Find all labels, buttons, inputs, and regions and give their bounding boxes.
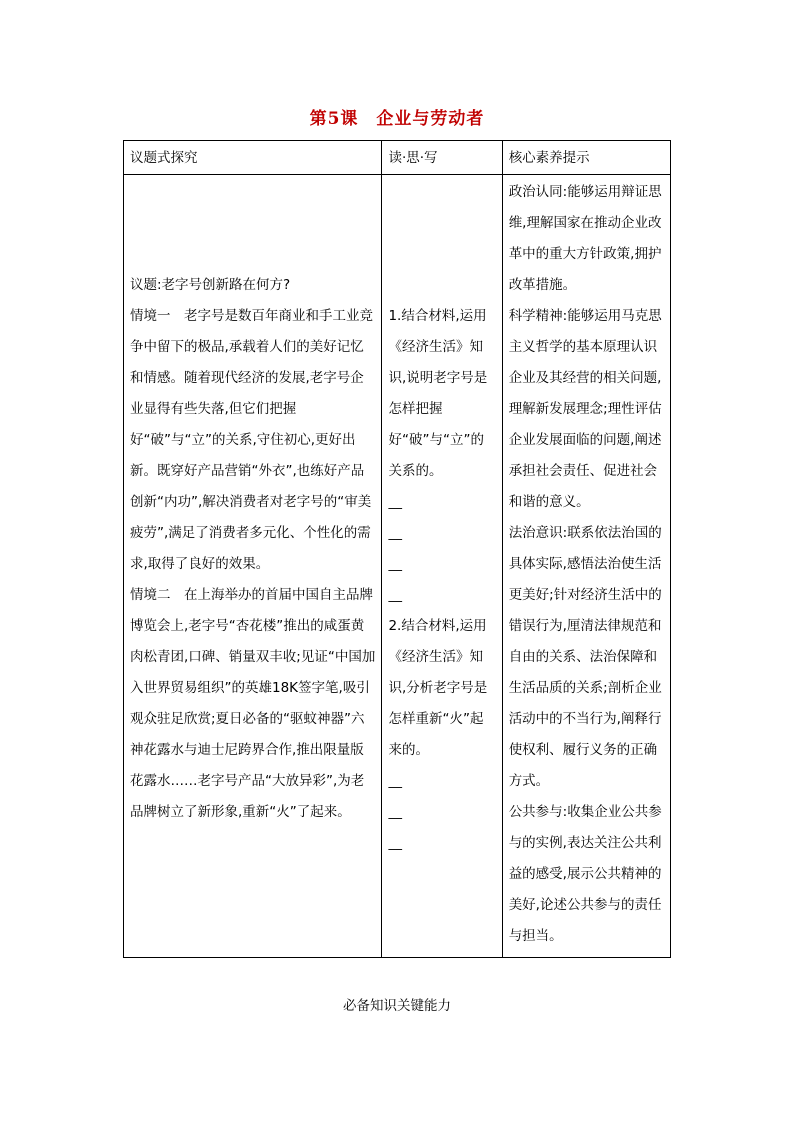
answer-blank: __ <box>388 804 402 820</box>
answer-blank: __ <box>388 587 402 603</box>
lesson-title: 第5课 企业与劳动者 <box>309 109 485 129</box>
question-one: 1.结合材料,运用《经济生活》知识,说明老字号是怎样把握好“破”与“立”的关系的。 <box>388 308 488 479</box>
header-read-think-write: 读·思·写 <box>382 141 502 175</box>
table-content-row <box>124 175 671 958</box>
scientific-spirit: 科学精神:能够运用马克思主义哲学的基本原理认识企业及其经营的相关问题,理解新发展理念;理性评估企业发展面临的问题,阐述承担社会责任、促进社会和谐的意义。 <box>508 308 662 510</box>
answer-blank: __ <box>388 835 402 851</box>
core-literacy-cell <box>502 175 670 958</box>
issue-inquiry-cell <box>124 175 382 958</box>
scenario-two: 情境二 在上海举办的首届中国自主品牌博览会上,老字号“杏花楼”推出的咸蛋黄肉松青团,口碑、销量双丰收;见证“中国加入世界贸易组织”的英雄18K签字笔,吸引观众驻足欣赏;夏日必备的“驱蚊神器”六神花露水与迪士尼跨界合作,推出限量版花露水……老字号产品“大放异彩”,为老品牌树立了新形象,重新“火”了起来。 <box>130 587 376 820</box>
section-footer: 必备知识关键能力 <box>343 998 451 1014</box>
answer-blank: __ <box>388 494 402 510</box>
lesson-table <box>123 140 671 958</box>
answer-blank: __ <box>388 773 402 789</box>
table-header-row <box>124 141 671 175</box>
legal-awareness: 法治意识:联系依法治国的具体实际,感悟法治使生活更美好;针对经济生活中的错误行为,厘清法律规范和自由的关系、法治保障和生活品质的关系;剖析企业活动中的不当行为,阐释行使权利、履行义务的正确方式。 <box>508 525 662 789</box>
scenario-one: 情境一 老字号是数百年商业和手工业竞争中留下的极品,承载着人们的美好记忆和情感。随着现代经济的发展,老字号企业显得有些失落,但它们把握好“破”与“立”的关系,守住初心,更好出新。既穿好产品营销“外衣”,也练好产品创新“内功”,解决消费者对老字号的“审美疲劳”,满足了消费者多元化、个性化的需求,取得了良好的效果。 <box>130 308 373 572</box>
read-think-write-cell <box>382 175 502 958</box>
question-two: 2.结合材料,运用《经济生活》知识,分析老字号是怎样重新“火”起来的。 <box>388 618 488 758</box>
header-core-literacy: 核心素养提示 <box>502 141 670 175</box>
political-identity: 政治认同:能够运用辩证思维,理解国家在推动企业改革中的重大方针政策,拥护改革措施。 <box>508 184 662 293</box>
issue-topic: 议题:老字号创新路在何方? <box>130 277 291 293</box>
answer-blank: __ <box>388 556 402 572</box>
answer-blank: __ <box>388 525 402 541</box>
header-issue-inquiry: 议题式探究 <box>124 141 382 175</box>
public-participation: 公共参与:收集企业公共参与的实例,表达关注公共利益的感受,展示公共精神的美好,论述公共参与的责任与担当。 <box>508 804 662 944</box>
